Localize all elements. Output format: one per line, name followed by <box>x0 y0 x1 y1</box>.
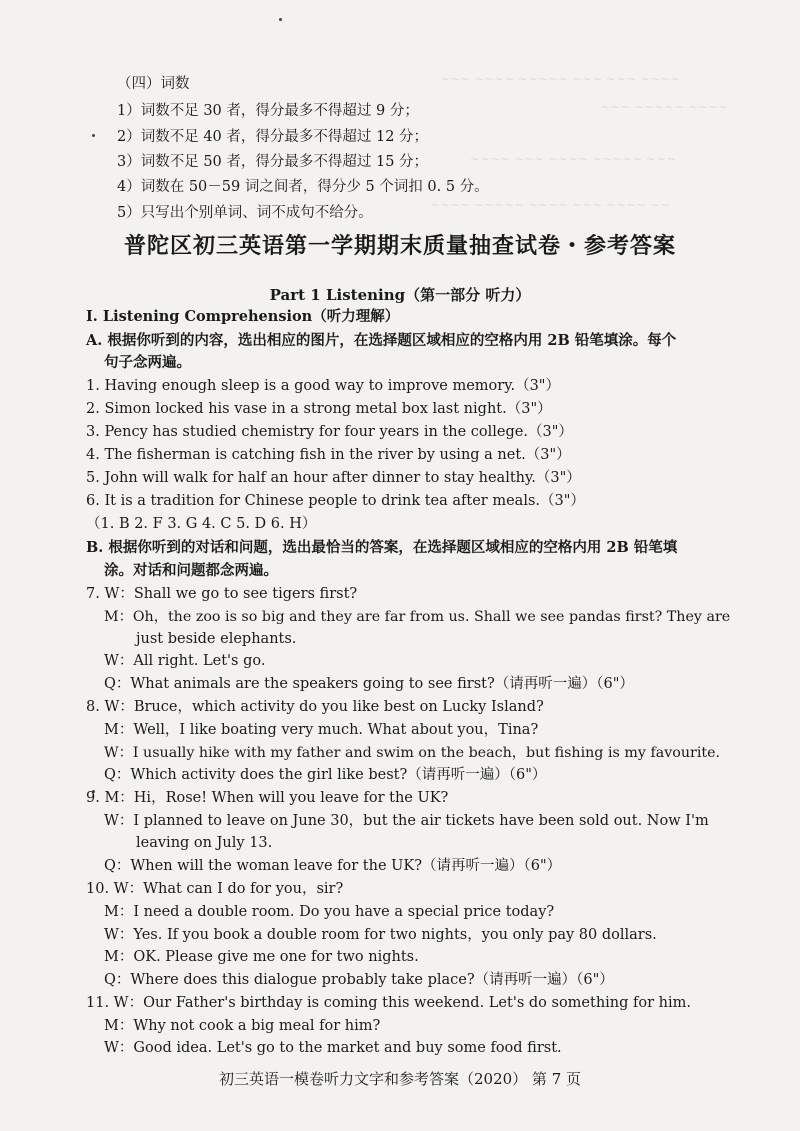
bleed-through-text: ~~~ ~~~~ ~~~~~ ~~~ ~~~ ~~~~ <box>440 72 681 86</box>
instruction-a: A. 根据你听到的内容，选出相应的图片，在选择题区域相应的空格内用 2B 铅笔填涂。每个 <box>86 332 677 349</box>
dialogue-line: Q：When will the woman leave for the UK?（请再听一遍）（6"） <box>104 858 562 874</box>
listening-sentence: 6. It is a tradition for Chinese people to drink tea after meals.（3"） <box>86 493 585 509</box>
dialogue-line: W：I planned to leave on June 30，but the air tickets have been sold out. Now I'm <box>104 813 709 829</box>
bleed-through-text: ~~~~ ~~~~~ ~~~~ ~~~ ~~~~ ~~ <box>430 198 671 212</box>
dialogue-line: Q：Which activity does the girl like best?（请再听一遍）（6"） <box>104 767 547 783</box>
part-title: Part 1 Listening（第一部分 听力） <box>269 286 531 304</box>
section-heading: （四）词数 <box>117 76 190 92</box>
rule-item: 4）词数在 50－59 词之间者，得分少 5 个词扣 0. 5 分。 <box>117 179 489 195</box>
dialogue-line: M：OK. Please give me one for two nights. <box>104 949 419 965</box>
dialogue-line: M：Why not cook a big meal for him? <box>104 1018 381 1034</box>
dialogue-line: 8. W：Bruce，which activity do you like best on Lucky Island? <box>86 699 544 715</box>
answer-key: （1. B 2. F 3. G 4. C 5. D 6. H） <box>86 516 317 532</box>
dialogue-line: 9. M：Hi，Rose! When will you leave for the UK? <box>86 790 449 806</box>
bleed-through-text: ~~~~ ~~~ ~~~~ ~~~~~ ~~~ <box>470 152 677 166</box>
rule-item: 5）只写出个别单词、词不成句不给分。 <box>117 205 373 221</box>
dialogue-line: 10. W：What can I do for you，sir? <box>86 881 344 897</box>
dialogue-line: just beside elephants. <box>136 631 297 647</box>
dialogue-line: M：Well，I like boating very much. What about you，Tina? <box>104 722 539 738</box>
listening-sentence: 3. Pency has studied chemistry for four years in the college.（3"） <box>86 424 573 440</box>
speck <box>92 134 95 137</box>
dialogue-line: Q：Where does this dialogue probably take place?（请再听一遍）（6"） <box>104 972 614 988</box>
dialogue-line: W：Yes. If you book a double room for two nights，you only pay 80 dollars. <box>104 927 657 943</box>
instruction-b: B. 根据你听到的对话和问题，选出最恰当的答案，在选择题区域相应的空格内用 2B 铅笔填 <box>86 539 678 556</box>
dialogue-line: M：I need a double room. Do you have a special price today? <box>104 904 555 920</box>
section-heading: Ⅰ. Listening Comprehension（听力理解） <box>86 308 400 325</box>
bleed-through-text: ~~~ ~~~~~ ~~~~ <box>600 100 729 114</box>
listening-sentence: 2. Simon locked his vase in a strong metal box last night.（3"） <box>86 401 552 417</box>
dialogue-line: Q：What animals are the speakers going to see first?（请再听一遍）（6"） <box>104 676 634 692</box>
dialogue-line: W：Good idea. Let's go to the market and buy some food first. <box>104 1040 562 1056</box>
page-footer: 初三英语一模卷听力文字和参考答案（2020） 第 7 页 <box>218 1070 582 1088</box>
instruction-b-cont: 涂。对话和问题都念两遍。 <box>104 562 278 579</box>
dialogue-line: 7. W：Shall we go to see tigers first? <box>86 586 358 602</box>
document-title: 普陀区初三英语第一学期期末质量抽查试卷・参考答案 <box>123 234 676 259</box>
dialogue-line: 11. W：Our Father's birthday is coming this weekend. Let's do something for him. <box>86 995 692 1011</box>
listening-sentence: 1. Having enough sleep is a good way to improve memory.（3"） <box>86 378 560 394</box>
dialogue-line: W：All right. Let's go. <box>104 653 266 669</box>
speck <box>279 18 282 21</box>
instruction-a-cont: 句子念两遍。 <box>104 354 191 371</box>
listening-sentence: 4. The fisherman is catching fish in the river by using a net.（3"） <box>86 447 571 463</box>
listening-sentence: 5. John will walk for half an hour after dinner to stay healthy.（3"） <box>86 470 581 486</box>
dialogue-line: leaving on July 13. <box>136 835 273 851</box>
dialogue-line: M：Oh，the zoo is so big and they are far from us. Shall we see pandas first? They are <box>104 609 731 625</box>
rule-item: 3）词数不足 50 者，得分最多不得超过 15 分； <box>117 154 429 170</box>
dialogue-line: W：I usually hike with my father and swim on the beach，but fishing is my favourite. <box>104 745 721 761</box>
rule-item: 1）词数不足 30 者，得分最多不得超过 9 分； <box>117 103 419 119</box>
rule-item: 2）词数不足 40 者，得分最多不得超过 12 分； <box>117 129 429 145</box>
